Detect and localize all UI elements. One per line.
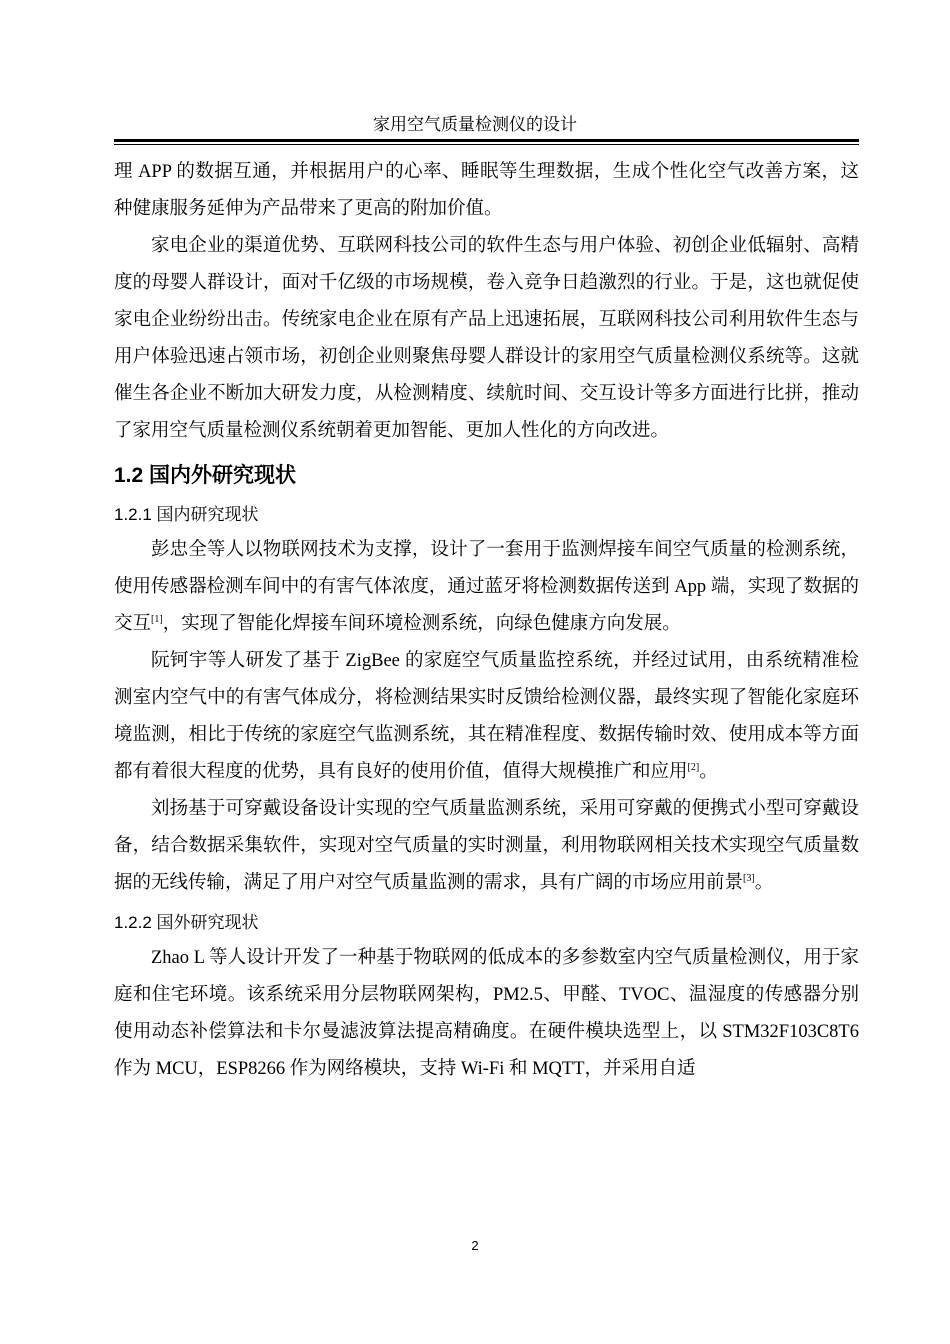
subsection-heading-1-2-2: 1.2.2 国外研究现状	[114, 913, 259, 932]
paragraph-peng	[114, 532, 859, 643]
section-heading-1-2: 1.2 国内外研究现状	[114, 464, 297, 487]
paragraph-ruan-text: 阮钶宇等人研发了基于 ZigBee 的家庭空气质量监控系统，并经过试用，由系统精准检测室内空气中的有害气体成分，将检测结果实时反馈给检测仪器，最终实现了智能化家庭环境监测，相比于传统的家庭空气监测系统，其在精准程度、数据传输时效、使用成本等方面都有着很大程度的优势，具有良好的使用价值，值得大规模推广和应用	[114, 651, 859, 782]
header-rule-thin	[114, 144, 859, 145]
paragraph-continued: 理 APP 的数据互通，并根据用户的心率、睡眠等生理数据，生成个性化空气改善方案，这种健康服务延伸为产品带来了更高的附加价值。	[114, 162, 859, 219]
page-body	[114, 154, 859, 1088]
page-number: 2	[471, 1238, 479, 1253]
citation-1: [1]	[151, 613, 163, 625]
running-header-title: 家用空气质量检测仪的设计	[373, 115, 577, 134]
paragraph-liu-text-end: 。	[754, 873, 774, 893]
paragraph-liu	[114, 791, 859, 902]
paragraph-peng-text-end: ，实现了智能化焊接车间环境检测系统，向绿色健康方向发展。	[162, 614, 681, 634]
header-rule-thick	[114, 139, 859, 142]
paragraph-peng-text: 彭忠全等人以物联网技术为支撑，设计了一套用于监测焊接车间空气质量的检测系统，使用传感器检测车间中的有害气体浓度，通过蓝牙将检测数据传送到 App 端，实现了数据的交互	[114, 540, 859, 634]
paragraph-zhao: Zhao L 等人设计开发了一种基于物联网的低成本的多参数室内空气质量检测仪，用于家庭和住宅环境。该系统采用分层物联网架构，PM2.5、甲醛、TVOC、温湿度的传感器分别使用动态补偿算法和卡尔曼滤波算法提高精确度。在硬件模块选型上，以 STM32F103C8T6 作为 MCU，ESP8266 作为网络模块，支持 Wi-Fi 和 MQTT，并采用自适	[114, 948, 859, 1079]
citation-2: [2]	[687, 761, 700, 773]
citation-3: [3]	[743, 872, 755, 884]
paragraph-ruan	[114, 643, 859, 791]
paragraph-liu-text: 刘扬基于可穿戴设备设计实现的空气质量监测系统，采用可穿戴的便携式小型可穿戴设备，结合数据采集软件，实现对空气质量的实时测量，利用物联网相关技术实现空气质量数据的无线传输，满足了用户对空气质量监测的需求，具有广阔的市场应用前景	[114, 799, 859, 893]
subsection-heading-1-2-1: 1.2.1 国内研究现状	[114, 505, 259, 524]
paragraph-market-competition: 家电企业的渠道优势、互联网科技公司的软件生态与用户体验、初创企业低辐射、高精度的母婴人群设计，面对千亿级的市场规模，卷入竞争日趋激烈的行业。于是，这也就促使家电企业纷纷出击。传统家电企业在原有产品上迅速拓展，互联网科技公司利用软件生态与用户体验迅速占领市场，初创企业则聚焦母婴人群设计的家用空气质量检测仪系统等。这就催生各企业不断加大研发力度，从检测精度、续航时间、交互设计等多方面进行比拼，推动了家用空气质量检测仪系统朝着更加智能、更加人性化的方向改进。	[114, 236, 859, 441]
paragraph-ruan-text-end: 。	[699, 762, 718, 782]
